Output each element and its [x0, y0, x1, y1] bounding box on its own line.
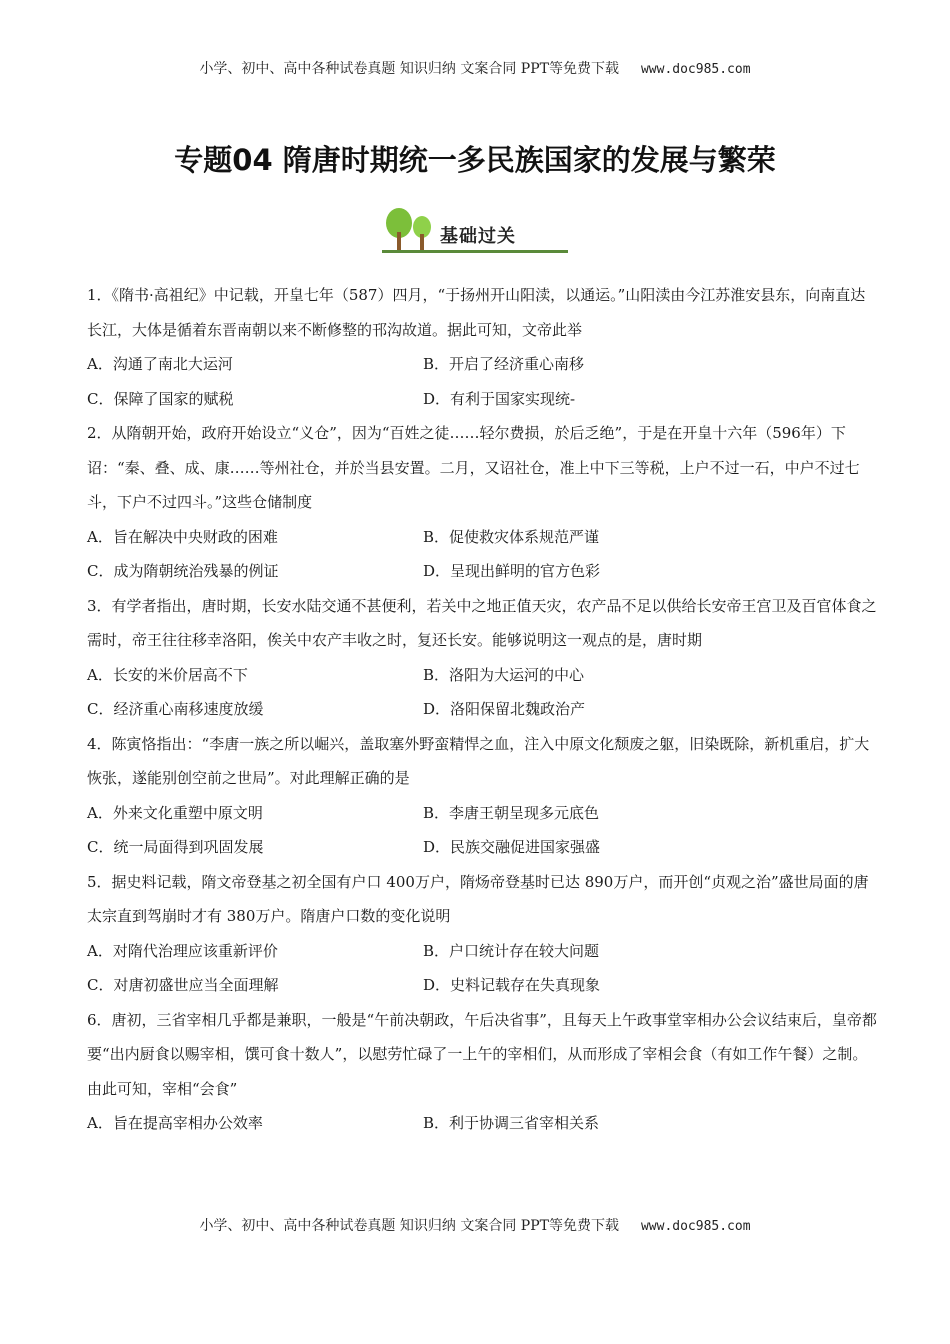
question-stem: 1．《隋书·高祖纪》中记载，开皇七年（587）四月，“于扬州开山阳渎，以通运。”山阳渎由今江苏淮安县东，向南直达长江，大体是循着东晋南朝以来不断修整的邗沟故道。据此可知，文帝此举 [87, 286, 866, 339]
option-d: D．呈现出鲜明的官方色彩 [423, 562, 601, 580]
question-2 [87, 416, 877, 589]
question-6 [87, 1003, 877, 1141]
option-d: D．洛阳保留北魏政治产 [423, 700, 586, 718]
footer-url-link[interactable]: www.doc985.com [640, 1219, 751, 1234]
header-url-link[interactable]: www.doc985.com [640, 62, 751, 77]
question-stem: 5．据史料记载，隋文帝登基之初全国有户口 400万户，隋炀帝登基时已达 890万户，而开创“贞观之治”盛世局面的唐太宗直到驾崩时才有 380万户。隋唐户口数的变化说明 [87, 872, 869, 925]
question-list [87, 278, 877, 1141]
option-a: A．沟通了南北大运河 [87, 355, 233, 373]
page-title: 专题04 隋唐时期统一多民族国家的发展与繁荣 [174, 143, 776, 177]
option-c: C．保障了国家的赋税 [87, 389, 234, 408]
question-stem: 2．从隋朝开始，政府开始设立“义仓”，因为“百姓之徒……轻尔费损，於后乏绝”，于是在开皇十六年（596年）下诏：“秦、叠、成、康……等州社仓，并於当县安置。二月，又诏社仓，准上中下三等税，上户不过一石，中户不过七斗，下户不过四斗。”这些仓储制度 [87, 424, 860, 511]
option-a: A．旨在提高宰相办公效率 [87, 1114, 263, 1132]
question-stem: 4．陈寅恪指出：“李唐一族之所以崛兴，盖取塞外野蛮精悍之血，注入中原文化颓废之躯，旧染既除，新机重启，扩大恢张，遂能别创空前之世局”。对此理解正确的是 [87, 734, 870, 787]
option-d: D．民族交融促进国家强盛 [423, 838, 601, 856]
question-5 [87, 865, 877, 1003]
option-b: B．李唐王朝呈现多元底色 [423, 803, 600, 822]
question-1 [87, 278, 877, 416]
page-header [0, 58, 950, 78]
option-b: B．洛阳为大运河的中心 [423, 665, 585, 684]
option-b: B．户口统计存在较大问题 [423, 941, 600, 960]
question-stem: 3．有学者指出，唐时期，长安水陆交通不甚便利，若关中之地正值天灾，农产品不足以供给长安帝王宫卫及百官体食之需时，帝王往往移幸洛阳，俟关中农产丰收之时，复还长安。能够说明这一观点的是，唐时期 [87, 596, 877, 649]
question-4 [87, 727, 877, 865]
header-text: 小学、初中、高中各种试卷真题 知识归纳 文案合同 PPT等免费下载 [199, 61, 619, 77]
option-d: D．史料记载存在失真现象 [423, 976, 601, 994]
option-a: A．对隋代治理应该重新评价 [87, 941, 278, 960]
question-stem: 6．唐初，三省宰相几乎都是兼职，一般是“午前决朝政，午后决省事”，且每天上午政事堂宰相办公会议结束后，皇帝都要“出内厨食以赐宰相，馔可食十数人”，以慰劳忙碌了一上午的宰相们，从而形成了宰相会食（有如工作午餐）之制。由此可知，宰相“会食” [87, 1010, 877, 1098]
question-3 [87, 589, 877, 727]
footer-text: 小学、初中、高中各种试卷真题 知识归纳 文案合同 PPT等免费下载 [199, 1218, 619, 1234]
option-a: A．旨在解决中央财政的困难 [87, 527, 278, 546]
option-a: A．外来文化重塑中原文明 [87, 803, 263, 822]
option-a: A．长安的米价居高不下 [87, 665, 248, 684]
section-label: 基础过关 [440, 226, 516, 247]
section-badge [380, 206, 570, 258]
option-c: C．经济重心南移速度放缓 [87, 700, 264, 718]
option-c: C．对唐初盛世应当全面理解 [87, 976, 279, 994]
option-b: B．促使救灾体系规范严谨 [423, 527, 600, 546]
option-b: B．开启了经济重心南移 [423, 355, 585, 373]
option-b: B．利于协调三省宰相关系 [423, 1114, 600, 1132]
option-c: C．成为隋朝统治残暴的例证 [87, 562, 279, 580]
page-footer [0, 1215, 950, 1235]
option-d: D．有利于国家实现统- [423, 389, 576, 408]
option-c: C．统一局面得到巩固发展 [87, 838, 264, 856]
